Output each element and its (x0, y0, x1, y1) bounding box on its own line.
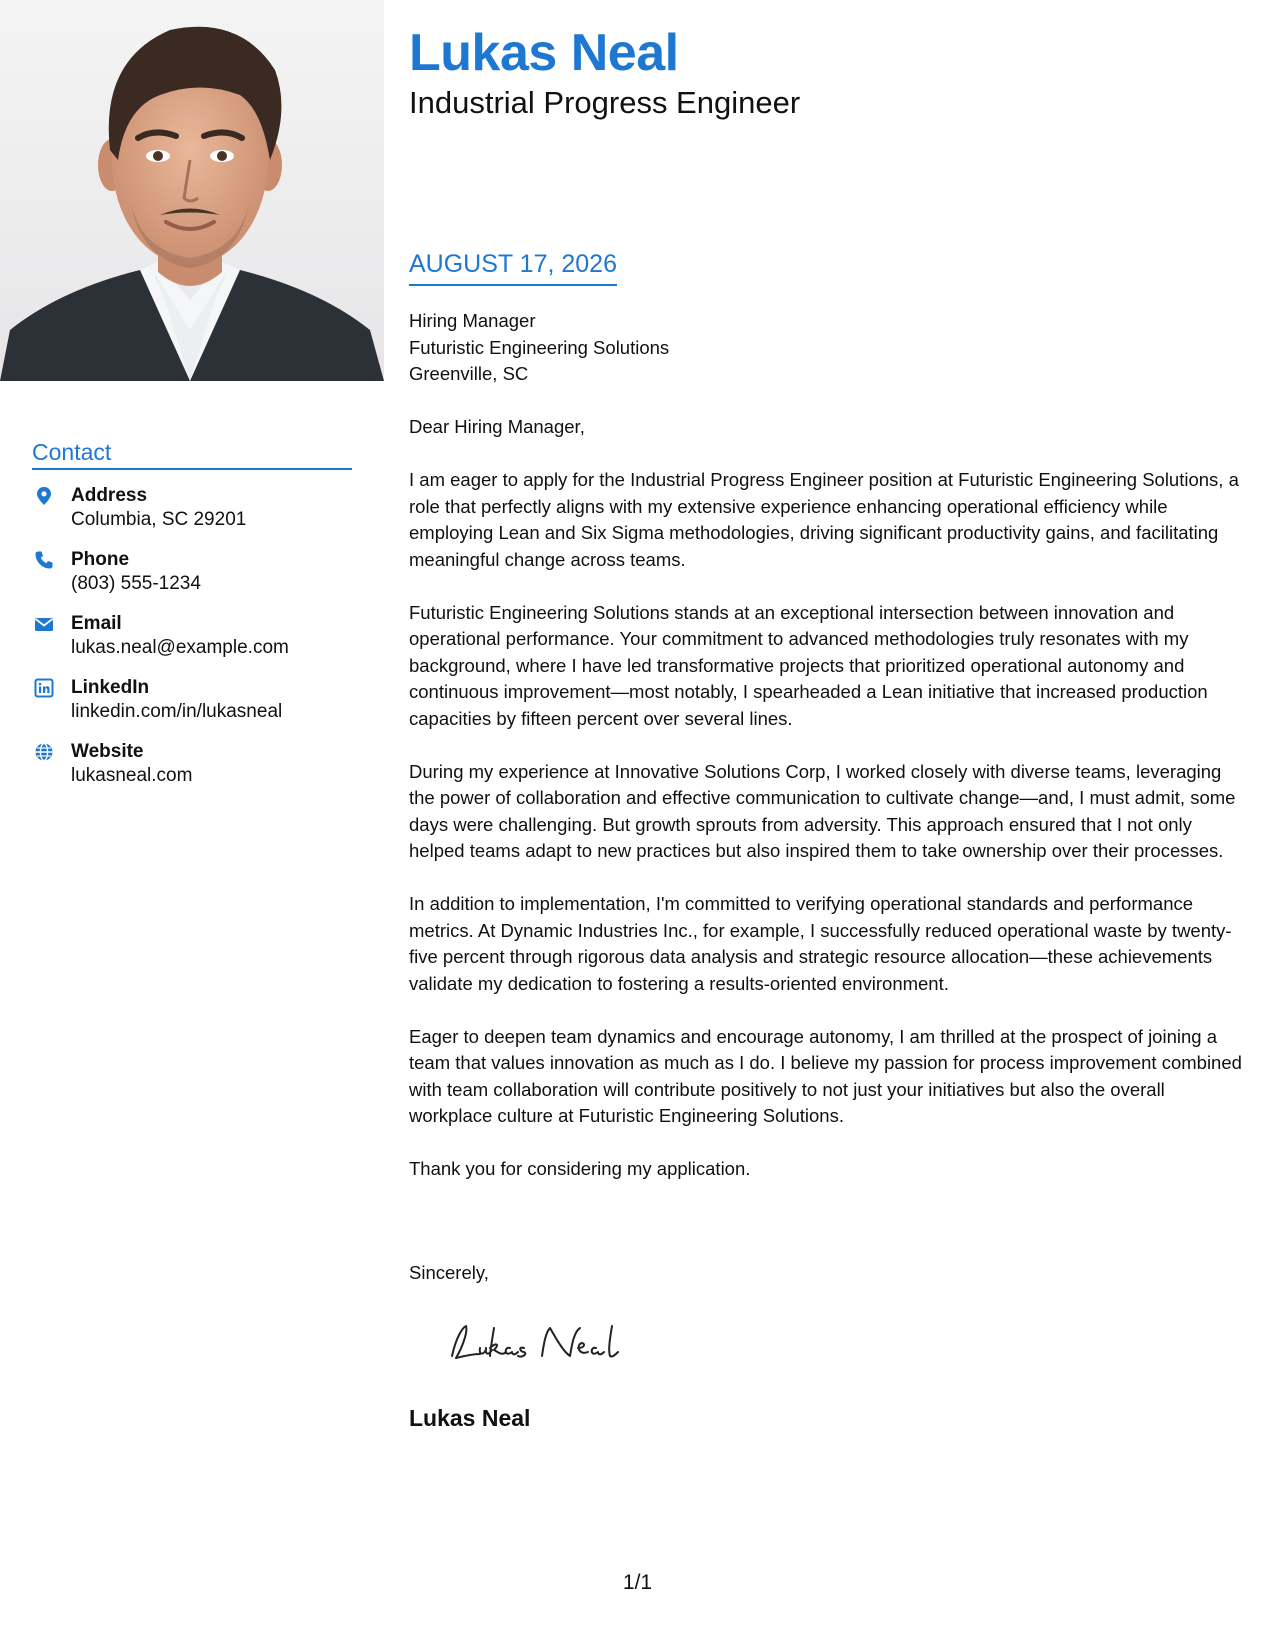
contact-item-address (32, 484, 352, 548)
contact-value: lukasneal.com (71, 765, 193, 786)
job-title: Industrial Progress Engineer (409, 85, 801, 120)
recipient-block (409, 308, 669, 388)
contact-item-website (32, 740, 352, 804)
profile-photo (0, 0, 384, 381)
map-pin-icon (34, 486, 54, 506)
contact-value: lukas.neal@example.com (71, 637, 289, 658)
contact-heading: Contact (32, 438, 352, 470)
letter-greeting: Dear Hiring Manager, (409, 416, 585, 437)
phone-icon (34, 550, 54, 570)
contact-section (32, 438, 352, 804)
portrait-illustration (0, 0, 384, 381)
handwritten-signature (446, 1318, 636, 1368)
recipient-line: Hiring Manager (409, 310, 536, 331)
contact-label: Phone (71, 549, 130, 570)
contact-label: Address (71, 485, 148, 506)
letter-paragraph: During my experience at Innovative Solutions Corp, I worked closely with diverse teams, leveraging the power of collaboration and effective communication to cultivate change—and, I must admit, some days were challenging. But growth sprouts from adversity. This approach ensured that I not only helped teams adapt to new practices but also inspired them to take ownership over their processes. (409, 760, 1236, 861)
contact-value: (803) 555-1234 (71, 573, 201, 594)
letter-paragraph: I am eager to apply for the Industrial Progress Engineer position at Futuristic Engineering Solutions, a role that perfectly aligns with my extensive experience enhancing operational efficiency while employing Lean and Six Sigma methodologies, driving significant productivity gains, and facilitating meaningful change across teams. (409, 469, 1239, 570)
envelope-icon (34, 614, 54, 634)
contact-item-phone (32, 548, 352, 612)
recipient-line: Greenville, SC (409, 363, 529, 384)
letter-paragraph: Futuristic Engineering Solutions stands at an exceptional intersection between innovation and operational performance. Your commitment to advanced methodologies truly resonates with my background, where I have led transformative projects that prioritized operational autonomy and continuous improvement—most notably, I spearheaded a Lean initiative that increased production capacities by fifteen percent over several lines. (409, 601, 1208, 729)
letter-paragraph: Thank you for considering my application. (409, 1158, 751, 1179)
letter-body (409, 414, 1251, 1209)
contact-value: linkedin.com/in/lukasneal (71, 701, 283, 722)
letter-closing: Sincerely, (409, 1262, 489, 1283)
globe-icon (34, 742, 54, 762)
letter-paragraph: In addition to implementation, I'm committed to verifying operational standards and performance metrics. At Dynamic Industries Inc., for example, I successfully reduced operational waste by twenty-five percent through rigorous data analysis and strategic resource allocation—these achievements validate my dedication to fostering a results-oriented environment. (409, 893, 1232, 994)
page-number: 1/1 (622, 1571, 653, 1594)
contact-label: Email (71, 613, 122, 634)
letter-paragraph: Eager to deepen team dynamics and encourage autonomy, I am thrilled at the prospect of joining a team that values innovation as much as I do. I believe my passion for process improvement combined with team collaboration will contribute positively to not just your initiatives but also the overall workplace culture at Futuristic Engineering Solutions. (409, 1025, 1242, 1126)
signer-name: Lukas Neal (409, 1405, 531, 1431)
contact-item-email (32, 612, 352, 676)
contact-label: LinkedIn (71, 677, 150, 698)
linkedin-icon (34, 678, 54, 698)
contact-item-linkedin (32, 676, 352, 740)
applicant-name: Lukas Neal (409, 24, 679, 82)
contact-value: Columbia, SC 29201 (71, 509, 247, 530)
recipient-line: Futuristic Engineering Solutions (409, 336, 670, 358)
contact-label: Website (71, 741, 144, 762)
letter-date: AUGUST 17, 2026 (409, 248, 617, 286)
